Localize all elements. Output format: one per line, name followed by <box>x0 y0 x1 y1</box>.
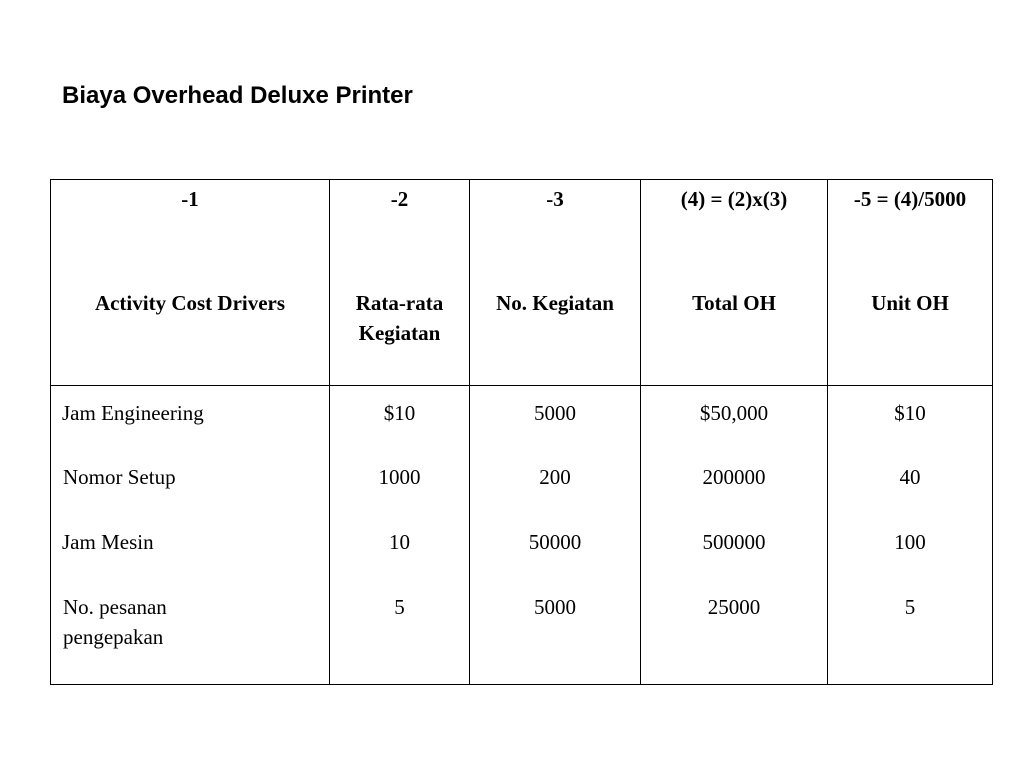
activity-drivers-cell <box>51 386 330 685</box>
quantity-cell <box>470 386 641 685</box>
header-cell-total-oh <box>641 180 828 386</box>
driver-label: No. pesanan pengepakan <box>63 595 167 649</box>
column-label: Activity Cost Drivers <box>94 291 286 315</box>
quantity-value: 200 <box>539 465 571 489</box>
rate-cell <box>330 386 470 685</box>
page-title: Biaya Overhead Deluxe Printer <box>62 82 413 109</box>
rate-value: 10 <box>389 530 410 554</box>
column-label: No. Kegiatan <box>496 291 614 315</box>
unit-oh-value: 100 <box>894 530 926 554</box>
header-cell-activity <box>51 180 330 386</box>
unit-oh-cell <box>828 386 993 685</box>
rate-value: 5 <box>394 595 405 619</box>
quantity-value: 5000 <box>534 595 576 619</box>
driver-label: Jam Engineering <box>62 401 204 425</box>
table-header-row <box>51 180 993 386</box>
total-oh-value: 200000 <box>702 465 766 489</box>
column-label: Rata-rata Kegiatan <box>355 291 444 345</box>
unit-oh-value: 5 <box>904 595 916 619</box>
unit-oh-value: 40 <box>899 465 921 489</box>
total-oh-value: 25000 <box>707 595 761 619</box>
header-cell-rate <box>330 180 470 386</box>
quantity-value: 50000 <box>528 530 582 554</box>
column-number: (4) = (2)x(3) <box>680 187 788 211</box>
overhead-table <box>50 179 993 685</box>
column-number: -5 = (4)/5000 <box>853 187 967 211</box>
header-cell-quantity <box>470 180 641 386</box>
quantity-value: 5000 <box>534 401 576 425</box>
driver-label: Nomor Setup <box>63 465 176 489</box>
column-label: Unit OH <box>871 291 949 315</box>
rate-value: $10 <box>383 401 416 425</box>
total-oh-value: $50,000 <box>699 401 769 425</box>
column-label: Total OH <box>692 291 776 315</box>
column-number: -3 <box>546 187 564 211</box>
total-oh-value: 500000 <box>702 530 766 554</box>
header-cell-unit-oh <box>828 180 993 386</box>
unit-oh-value: $10 <box>894 401 926 425</box>
table-body-row <box>51 386 993 685</box>
rate-value: 1000 <box>378 465 421 489</box>
total-oh-cell <box>641 386 828 685</box>
column-number: -1 <box>181 187 199 211</box>
column-number: -2 <box>390 187 409 211</box>
driver-label: Jam Mesin <box>62 530 154 554</box>
